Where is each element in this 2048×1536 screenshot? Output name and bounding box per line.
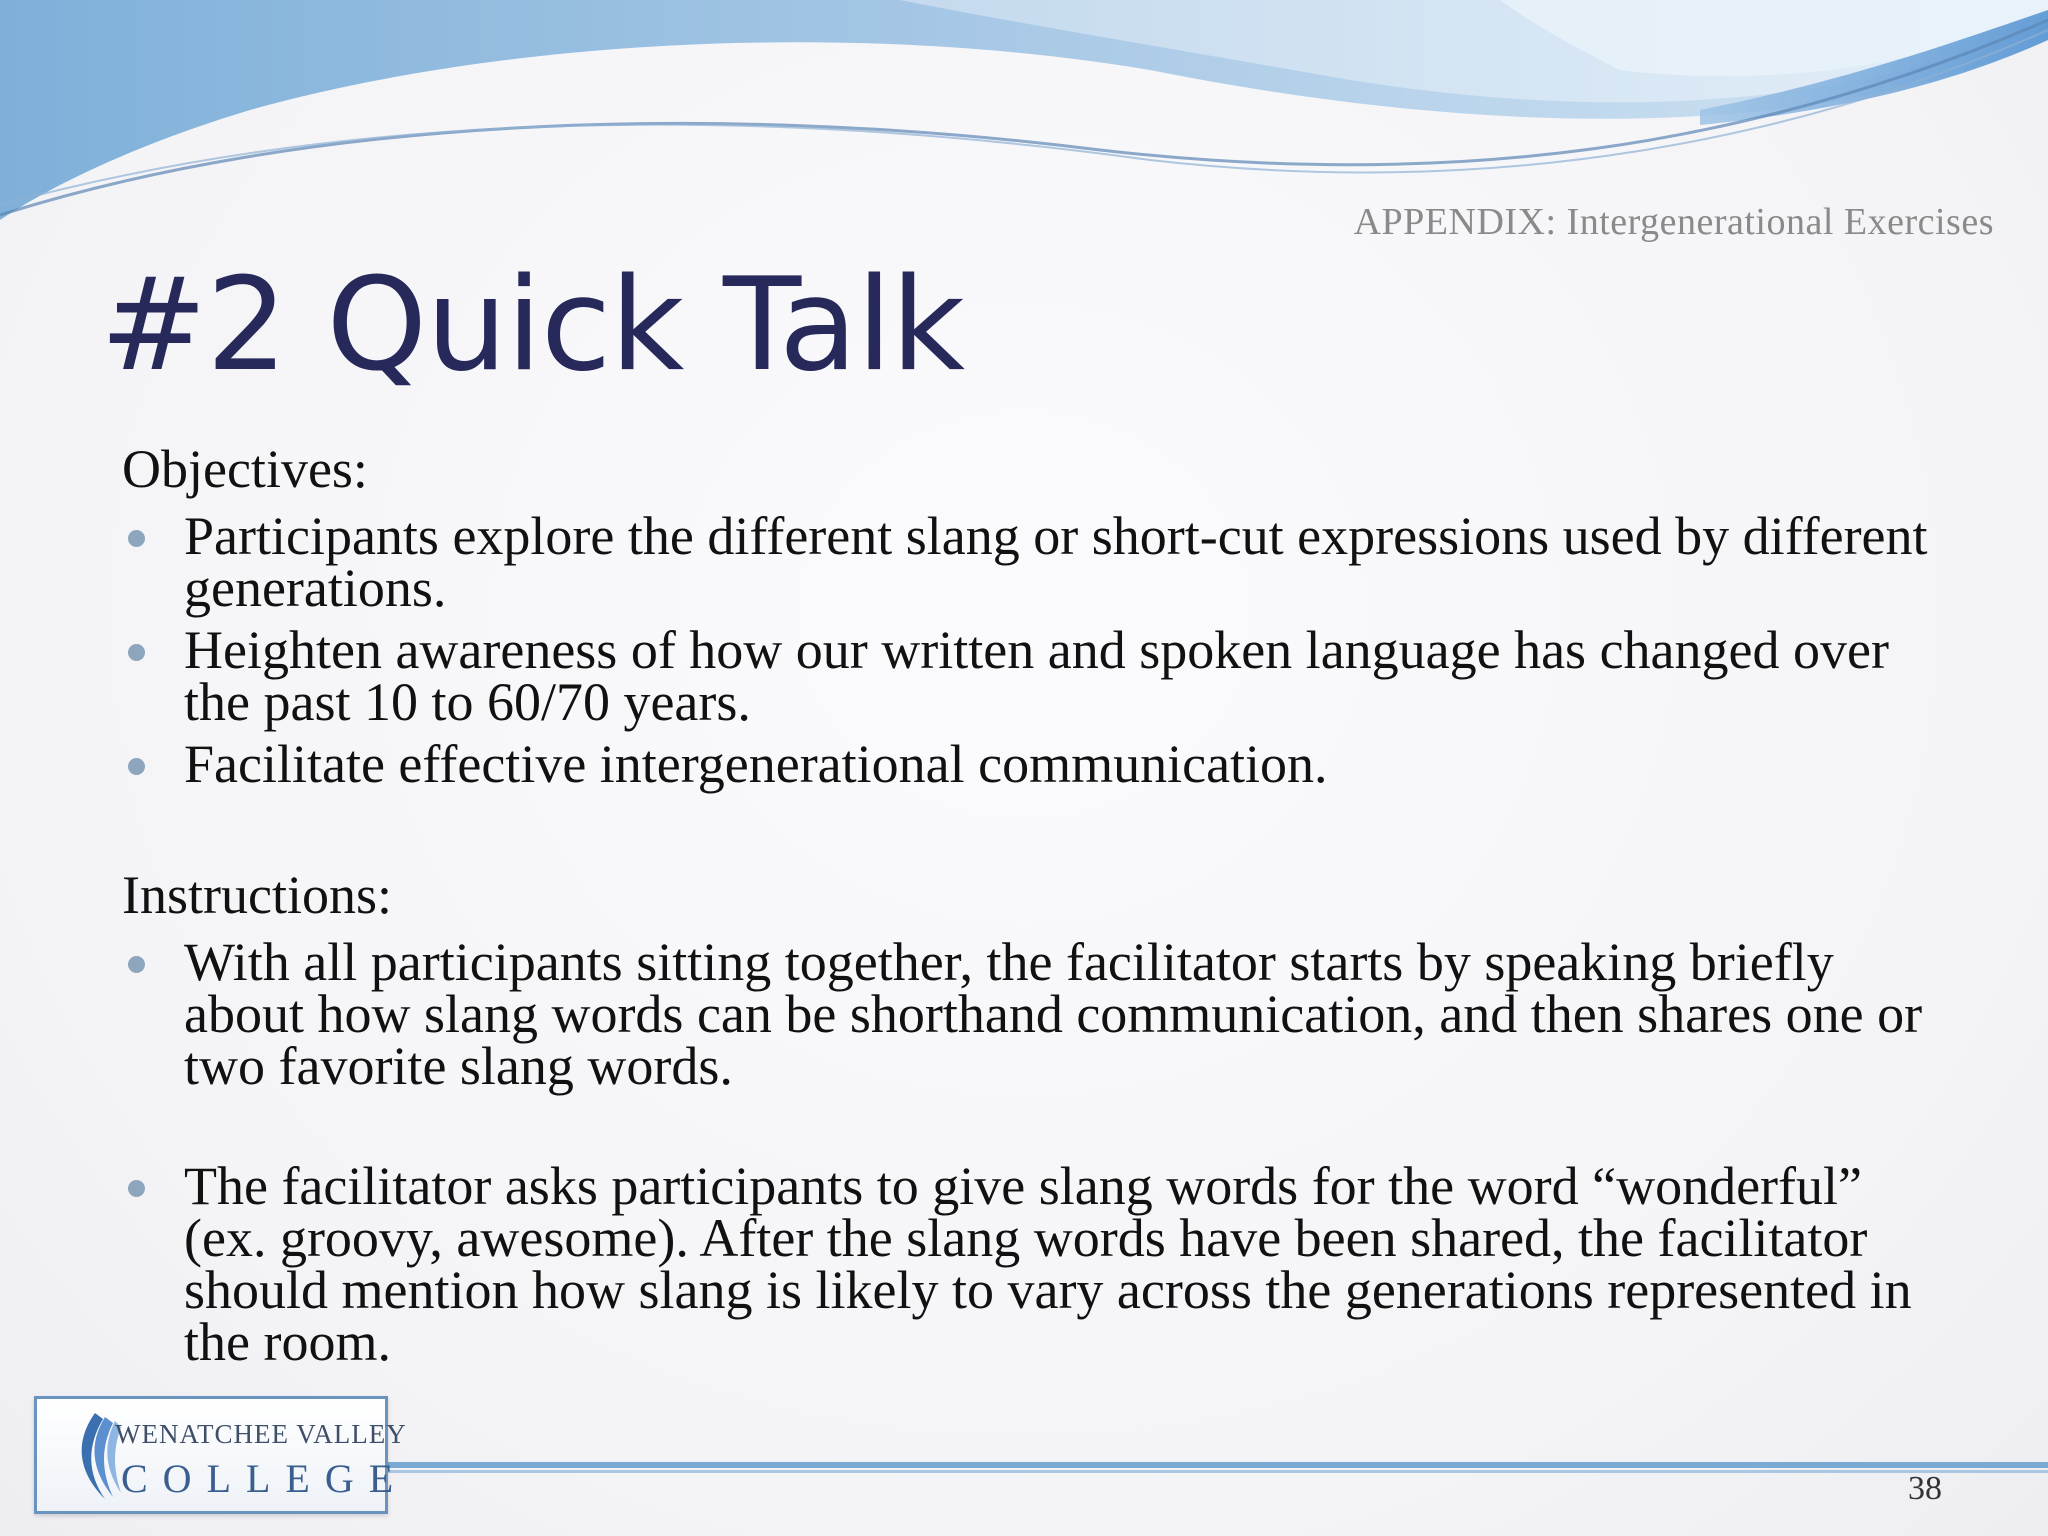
logo-text-bottom: COLLEGE bbox=[121, 1456, 409, 1501]
bullet-dot-icon bbox=[128, 956, 145, 973]
objective-item bbox=[122, 620, 1942, 733]
objectives-list bbox=[122, 506, 1942, 795]
bullet-dot-icon bbox=[128, 530, 145, 547]
appendix-label: APPENDIX: Intergenerational Exercises bbox=[1353, 201, 1994, 243]
slide-content bbox=[122, 438, 1942, 1378]
objective-text: Facilitate effective intergenerational communication. bbox=[184, 734, 1328, 795]
bullet-dot-icon bbox=[128, 758, 145, 775]
instruction-item bbox=[122, 1156, 1942, 1373]
objective-item bbox=[122, 734, 1942, 795]
objectives-heading: Objectives: bbox=[122, 439, 368, 499]
logo-text-top: WENATCHEE VALLEY bbox=[115, 1419, 407, 1449]
instruction-item bbox=[122, 932, 1942, 1097]
instruction-text: With all participants sitting together, the facilitator starts by speaking briefly about how slang words can be shorthand communication, and then shares one or two favorite slang words. bbox=[184, 932, 1923, 1097]
page-number: 38 bbox=[1908, 1470, 1942, 1507]
slide-title: #2 Quick Talk bbox=[100, 251, 965, 400]
instruction-text: The facilitator asks participants to give slang words for the word “wonderful” (ex. groovy, awesome). After the slang words have been shared, the facilitator should mention how slang is likely to vary across the generations represented in the room. bbox=[184, 1156, 1912, 1373]
bullet-dot-icon bbox=[128, 1180, 145, 1197]
college-logo bbox=[34, 1396, 409, 1514]
instructions-heading: Instructions: bbox=[122, 865, 392, 926]
bullet-dot-icon bbox=[128, 644, 145, 661]
objective-text: Participants explore the different slang or short-cut expressions used by different generations. bbox=[184, 506, 1928, 619]
footer-rule bbox=[380, 1462, 2048, 1476]
objective-text: Heighten awareness of how our written and spoken language has changed over the past 10 to 60/70 years. bbox=[184, 620, 1889, 733]
instructions-list bbox=[122, 932, 1942, 1373]
objective-item bbox=[122, 506, 1942, 619]
